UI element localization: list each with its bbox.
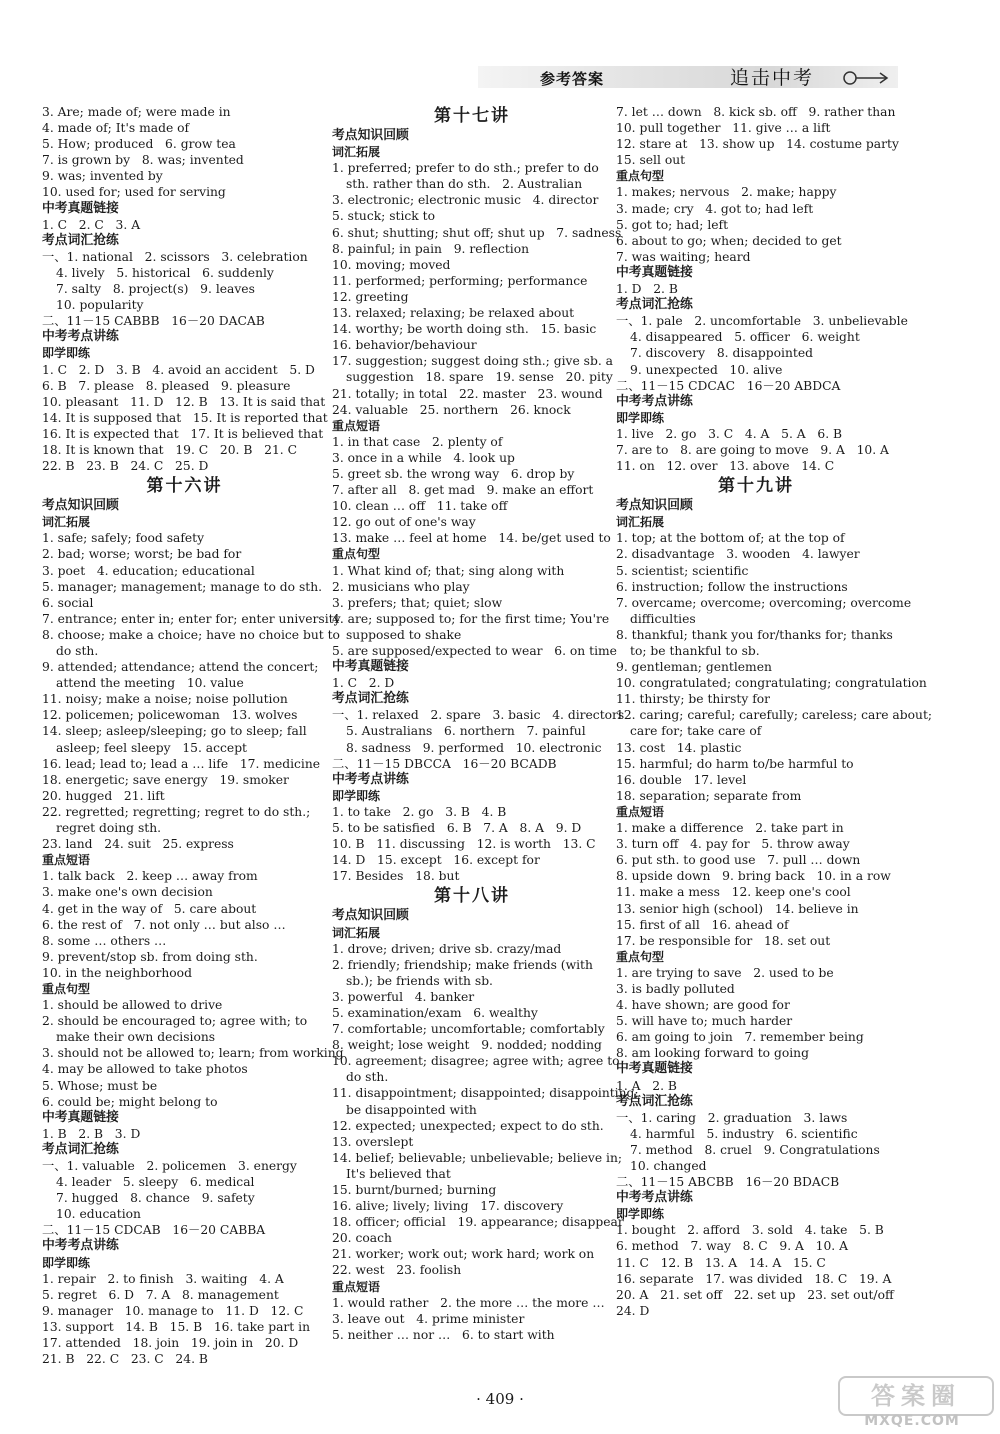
answer-line: 2. friendly; friendship; make friends (with [332, 957, 593, 972]
page-header [0, 58, 1000, 94]
answer-line: 13. overslept [332, 1134, 414, 1149]
answer-line: 2. bad; worse; worst; be bad for [42, 547, 242, 562]
answer-line: 5. regret 6. D 7. A 8. management [42, 1287, 279, 1302]
answer-line: 6. method 7. way 8. C 9. A 10. A [616, 1239, 848, 1254]
answer-line: 1. top; at the bottom of; at the top of [616, 531, 845, 546]
answer-line: 二、11－15 CDCAB 16－20 CABBA [42, 1223, 266, 1238]
answer-line: 二、11－15 CABBB 16－20 DACAB [42, 314, 265, 329]
answer-line: 4. have shown; are good for [616, 998, 790, 1013]
answer-line: 1. are trying to save 2. used to be [616, 965, 834, 980]
answer-line: 16. separate 17. was divided 18. C 19. A [616, 1271, 892, 1286]
answer-line: 一、1. national 2. scissors 3. celebration [42, 249, 308, 264]
answer-line: 22. regretted; regretting; regret to do sth.; [42, 804, 311, 819]
answer-line: 10. used for; used for serving [42, 185, 226, 200]
answer-line: 17. Besides 18. but [332, 869, 460, 884]
answer-line: 3. powerful 4. banker [332, 989, 475, 1004]
subsection-heading: 词汇拓展 [332, 145, 381, 160]
answer-line: 10. changed [630, 1159, 707, 1173]
answer-line: 6. shut; shutting; shut off; shut up 7. sadness [332, 225, 622, 240]
answer-line: 10. moving; moved [332, 257, 451, 272]
subsection-heading: 重点句型 [616, 169, 665, 184]
answer-line: care for; take care of [630, 724, 762, 739]
answer-line: 15. first of all 16. ahead of [616, 917, 789, 932]
answer-line: 10. pull together 11. give … a lift [616, 121, 831, 136]
subsection-heading: 词汇拓展 [616, 515, 665, 530]
answer-line: 5. scientist; scientific [616, 563, 749, 578]
answer-line: be disappointed with [346, 1102, 477, 1117]
answer-line: 7. overcame; overcome; overcoming; overcome [616, 595, 912, 610]
answer-line: 二、11－15 CDCAC 16－20 ABDCA [616, 378, 841, 393]
answer-line: sth. rather than do sth. 2. Australian [346, 177, 583, 192]
subsection-heading: 重点短语 [332, 1279, 381, 1294]
subsection-heading: 即学即练 [42, 1255, 91, 1270]
answer-line: 1. repair 2. to finish 3. waiting 4. A [42, 1271, 284, 1286]
section-heading: 考点词汇抢练 [332, 691, 409, 707]
answer-line: attend the meeting 10. value [56, 676, 244, 691]
header-brand: 追击中考 [730, 67, 815, 89]
answer-line: 8. upside down 9. bring back 10. in a row [616, 869, 891, 884]
answer-line: 一、1. valuable 2. policemen 3. energy [42, 1159, 297, 1173]
answer-line: 3. should not be allowed to; learn; from working [42, 1046, 344, 1061]
answer-line: 3. once in a while 4. look up [332, 450, 515, 465]
answer-line: 2. disadvantage 3. wooden 4. lawyer [616, 547, 860, 562]
subsection-heading: 重点句型 [332, 547, 381, 562]
answer-line: 11. on 12. over 13. above 14. C [616, 459, 835, 474]
answer-line: 6. the rest of 7. not only … but also … [42, 917, 286, 932]
answer-line: 2. should be encouraged to; agree with; to [42, 1014, 308, 1029]
answer-line: 1. talk back 2. keep … away from [42, 869, 258, 884]
answer-line: 12. go out of one's way [332, 515, 476, 530]
answer-line: 1. B 2. B 3. D [42, 1126, 141, 1141]
section-heading: 中考真题链接 [332, 659, 409, 675]
answer-line: 16. It is expected that 17. It is believed that [42, 426, 324, 441]
answer-line: 10. congratulated; congratulating; congratulation [616, 676, 927, 691]
answer-line: 2. musicians who play [332, 579, 470, 594]
answer-line: 21. worker; work out; work hard; work on [332, 1247, 595, 1262]
answer-line: 20. coach [332, 1231, 392, 1246]
subsection-heading: 词汇拓展 [332, 925, 381, 940]
answer-line: 11. C 12. B 13. A 14. A 15. C [616, 1255, 826, 1270]
answer-line: 1. preferred; prefer to do sth.; prefer to do [332, 161, 599, 176]
answer-line: 17. attended 18. join 19. join in 20. D [42, 1336, 299, 1351]
answer-column-3 [616, 104, 933, 1319]
answer-line: 10. education [56, 1207, 141, 1222]
answer-line: 5. got to; had; left [616, 217, 729, 232]
answer-line: 3. leave out 4. prime minister [332, 1311, 525, 1326]
answer-line: 3. made; cry 4. got to; had left [616, 201, 814, 216]
answer-line: 5. stuck; stick to [332, 209, 435, 224]
subsection-heading: 重点短语 [42, 853, 91, 868]
answer-line: 7. was waiting; heard [616, 249, 751, 264]
answer-line: 5. are supposed/expected to wear 6. on time [332, 644, 617, 658]
answer-line: 1. D 2. B [616, 282, 678, 297]
answer-line: 7. are to 8. are going to move 9. A 10. A [616, 442, 889, 457]
answer-line: 5. neither … nor … 6. to start with [332, 1327, 555, 1342]
answer-line: 1. bought 2. afford 3. sold 4. take 5. B [616, 1223, 884, 1238]
answer-line: 14. sleep; asleep/sleeping; go to sleep; fall [42, 724, 307, 739]
lecture-title: 第十八讲 [434, 886, 510, 907]
answer-line: 12. expected; unexpected; expect to do sth. [332, 1118, 604, 1133]
answer-line: 4. harmful 5. industry 6. scientific [630, 1126, 858, 1141]
answer-line: 11. disappointment; disappointed; disappointing; [332, 1086, 639, 1101]
answer-line: 5. How; produced 6. grow tea [42, 137, 236, 152]
answer-line: 15. burnt/burned; burning [332, 1183, 497, 1197]
header-reference-label: 参考答案 [540, 70, 605, 88]
answer-line: asleep; feel sleepy 15. accept [56, 740, 248, 755]
answer-line: 13. senior high (school) 14. believe in [616, 901, 859, 916]
answer-line: supposed to shake [346, 627, 462, 642]
subsection-heading: 即学即练 [42, 346, 91, 361]
answer-line: 13. cost 14. plastic [616, 740, 742, 755]
answer-line: 1. C 2. D 3. B 4. avoid an accident 5. D [42, 362, 315, 377]
answer-line: 9. unexpected 10. alive [630, 362, 783, 377]
answer-line: 1. A 2. B [616, 1078, 677, 1093]
answer-line: 5. to be satisfied 6. B 7. A 8. A 9. D [332, 821, 582, 836]
answer-line: 9. prevent/stop sb. from doing sth. [42, 949, 258, 964]
answer-line: 20. hugged 21. lift [42, 788, 165, 803]
answer-line: 7. after all 8. get mad 9. make an effort [332, 483, 594, 498]
subsection-heading: 重点句型 [616, 949, 665, 964]
answer-line: 5. Australians 6. northern 7. painful [346, 724, 586, 739]
subsection-heading: 词汇拓展 [42, 515, 91, 530]
section-heading: 考点词汇抢练 [42, 232, 119, 248]
answer-line: 4. disappeared 5. officer 6. weight [630, 330, 860, 345]
section-heading: 中考考点讲练 [616, 1190, 693, 1206]
answer-line: make their own decisions [56, 1030, 216, 1045]
section-heading: 中考考点讲练 [42, 329, 119, 345]
answer-line: 18. separation; separate from [616, 788, 802, 803]
answer-line: 18. It is known that 19. C 20. B 21. C [42, 442, 298, 457]
section-heading: 中考真题链接 [616, 264, 693, 280]
answer-line: 6. could be; might belong to [42, 1094, 218, 1109]
answer-line: 1. would rather 2. the more … the more … [332, 1295, 605, 1310]
answer-line: 5. will have to; much harder [616, 1014, 793, 1029]
answer-line: 15. harmful; do harm to/be harmful to [616, 756, 854, 771]
answer-line: 7. hugged 8. chance 9. safety [56, 1191, 255, 1206]
subsection-heading: 重点句型 [42, 981, 91, 996]
subsection-heading: 重点短语 [332, 418, 381, 433]
answer-line: 6. instruction; follow the instructions [616, 579, 848, 594]
answer-line: 7. discovery 8. disappointed [630, 346, 814, 361]
answer-line: difficulties [630, 611, 696, 626]
watermark-url: MXQE.COM [864, 1413, 960, 1429]
answer-line: 11. noisy; make a noise; noise pollution [42, 692, 288, 707]
section-heading: 中考真题链接 [616, 1061, 693, 1077]
answer-line: 二、11－15 ABCBB 16－20 BDACB [616, 1175, 840, 1190]
answer-line: 14. belief; believable; unbelievable; believe in; [332, 1150, 623, 1165]
answer-line: 1. drove; driven; drive sb. crazy/mad [332, 941, 562, 956]
answer-line: 4. may be allowed to take photos [42, 1062, 248, 1077]
section-heading: 考点知识回顾 [42, 498, 119, 514]
answer-line: 6. B 7. please 8. pleased 9. pleasure [42, 378, 291, 393]
section-heading: 考点知识回顾 [332, 908, 409, 924]
answer-line: 8. choose; make a choice; have no choice but to [42, 627, 340, 642]
section-heading: 中考考点讲练 [332, 771, 409, 787]
section-heading: 中考考点讲练 [42, 1238, 119, 1254]
answer-line: 21. totally; in total 22. master 23. wound [332, 386, 603, 401]
answer-line: 7. method 8. cruel 9. Congratulations [630, 1142, 880, 1157]
answer-line: 9. manager 10. manage to 11. D 12. C [42, 1303, 304, 1318]
page-number: · 409 · [476, 1390, 524, 1408]
answer-line: 1. makes; nervous 2. make; happy [616, 185, 837, 200]
answer-line: 8. am looking forward to going [616, 1046, 809, 1061]
answer-line: 1. safe; safely; food safety [42, 531, 205, 546]
answer-line: 11. thirsty; be thirsty for [616, 692, 771, 707]
arrow-icon [842, 70, 890, 86]
answer-line: 6. social [42, 595, 94, 610]
answer-line: 18. officer; official 19. appearance; disappear [332, 1215, 624, 1230]
answer-line: 5. Whose; must be [42, 1078, 158, 1093]
answer-line: 22. B 23. B 24. C 25. D [42, 459, 209, 474]
answer-line: 17. suggestion; suggest doing sth.; give sb. a [332, 354, 613, 369]
answer-line: 1. should be allowed to drive [42, 998, 223, 1013]
answer-line: 16. behavior/behaviour [332, 338, 477, 353]
answer-line: 13. make … feel at home 14. be/get used to [332, 531, 611, 546]
answer-line: 8. some … others … [42, 933, 167, 948]
answer-line: to; be thankful to sb. [630, 644, 760, 658]
lecture-title: 第十七讲 [434, 106, 510, 126]
answer-line: 一、1. relaxed 2. spare 3. basic 4. directors [332, 708, 625, 723]
answer-line: 13. support 14. B 15. B 16. take part in [42, 1319, 311, 1334]
section-heading: 考点知识回顾 [332, 128, 409, 143]
answer-line: 16. alive; lively; living 17. discovery [332, 1199, 564, 1214]
answer-line: 24. valuable 25. northern 26. knock [332, 402, 571, 417]
answer-line: suggestion 18. spare 19. sense 20. pity [346, 370, 613, 385]
answer-line: 8. painful; in pain 9. reflection [332, 241, 530, 256]
answer-line: 4. made of; It's made of [42, 121, 190, 136]
answer-line: sb.); be friends with sb. [346, 973, 493, 988]
watermark-logo: 答案圈 [838, 1376, 994, 1416]
answer-line: 16. lead; lead to; lead a … life 17. medicine [42, 756, 321, 771]
answer-line: 4. are; supposed to; for the first time; You're [332, 611, 610, 626]
answer-line: 8. weight; lose weight 9. nodded; nodding [332, 1038, 602, 1053]
answer-line: 10. in the neighborhood [42, 965, 192, 980]
answer-line: 3. is badly polluted [616, 981, 735, 996]
answer-line: 1. make a difference 2. take part in [616, 821, 844, 836]
answer-line: 8. thankful; thank you for/thanks for; thanks [616, 627, 893, 642]
answer-line: regret doing sth. [56, 821, 162, 836]
answer-line: 5. manager; management; manage to do sth. [42, 579, 323, 594]
lecture-title: 第十九讲 [718, 476, 794, 497]
answer-line: 1. What kind of; that; sing along with [332, 563, 565, 578]
answer-line: 17. be responsible for 18. set out [616, 933, 831, 948]
lecture-title: 第十六讲 [146, 476, 223, 497]
answer-line: 18. energetic; save energy 19. smoker [42, 772, 289, 787]
section-heading: 考点知识回顾 [616, 498, 693, 514]
answer-line: 3. Are; made of; were made in [42, 105, 231, 119]
section-heading: 中考真题链接 [42, 1109, 119, 1125]
section-heading: 考点词汇抢练 [616, 297, 693, 313]
answer-line: 10. B 11. discussing 12. is worth 13. C [332, 837, 596, 852]
answer-line: 4. lively 5. historical 6. suddenly [56, 265, 274, 280]
answer-line: 10. agreement; disagree; agree with; agree to [332, 1054, 620, 1069]
answer-line: 10. clean … off 11. take off [332, 499, 508, 514]
answer-line: 1. C 2. D [332, 676, 395, 691]
section-heading: 考点词汇抢练 [42, 1141, 119, 1157]
answer-line: 1. to take 2. go 3. B 4. B [332, 804, 507, 819]
answer-line: 3. electronic; electronic music 4. director [332, 193, 599, 208]
answer-line: 22. west 23. foolish [332, 1263, 462, 1278]
answer-line: 10. popularity [56, 298, 144, 313]
answer-line: 5. greet sb. the wrong way 6. drop by [332, 466, 575, 481]
section-heading: 中考真题链接 [42, 200, 119, 216]
answer-line: 13. relaxed; relaxing; be relaxed about [332, 306, 575, 321]
answer-line: 9. attended; attendance; attend the concert; [42, 660, 319, 675]
answer-line: 二、11－15 DBCCA 16－20 BCADB [332, 756, 557, 771]
answer-line: 14. worthy; be worth doing sth. 15. basic [332, 322, 597, 337]
answer-line: 8. sadness 9. performed 10. electronic [346, 740, 602, 755]
answer-line: 23. land 24. suit 25. express [42, 837, 234, 852]
subsection-heading: 重点短语 [616, 804, 665, 819]
answer-line: 16. double 17. level [616, 772, 747, 787]
answer-line: 5. examination/exam 6. wealthy [332, 1005, 538, 1020]
answer-line: 12. greeting [332, 289, 409, 304]
answer-line: 11. make a mess 12. keep one's cool [616, 885, 851, 900]
subsection-heading: 即学即练 [616, 410, 665, 425]
answer-line: 21. B 22. C 23. C 24. B [42, 1352, 208, 1367]
answer-line: 20. A 21. set off 22. set up 23. set out/off [616, 1287, 894, 1302]
answer-line: 6. put sth. to good use 7. pull … down [616, 853, 861, 868]
answer-line: 14. It is supposed that 15. It is reported that [42, 410, 328, 425]
answer-line: 3. prefers; that; quiet; slow [332, 595, 503, 610]
answer-line: 12. policemen; policewoman 13. wolves [42, 708, 298, 723]
answer-line: 7. let … down 8. kick sb. off 9. rather than [616, 105, 896, 119]
answer-line: 7. entrance; enter in; enter for; enter university [42, 611, 341, 626]
answer-line: 1. live 2. go 3. C 4. A 5. A 6. B [616, 426, 843, 441]
section-heading: 中考考点讲练 [616, 393, 693, 409]
answer-line: 15. sell out [616, 153, 686, 168]
answer-line: 一、1. pale 2. uncomfortable 3. unbelievable [616, 314, 908, 329]
answer-line: 3. poet 4. education; educational [42, 563, 255, 578]
answer-line: 10. pleasant 11. D 12. B 13. It is said that [42, 394, 326, 409]
answer-line: 11. performed; performing; performance [332, 273, 588, 288]
answer-line: 一、1. caring 2. graduation 3. laws [616, 1110, 848, 1125]
answer-line: 14. D 15. except 16. except for [332, 853, 540, 868]
answer-line: 1. in that case 2. plenty of [332, 434, 503, 449]
answer-line: 7. salty 8. project(s) 9. leaves [56, 282, 255, 297]
answer-line: 9. was; invented by [42, 169, 163, 184]
answer-line: 3. turn off 4. pay for 5. throw away [616, 837, 850, 852]
answer-line: 3. make one's own decision [42, 885, 213, 900]
answer-line: 12. caring; careful; carefully; careless; care about; [616, 708, 933, 723]
answer-line: 9. gentleman; gentlemen [616, 660, 772, 675]
section-heading: 考点词汇抢练 [616, 1093, 693, 1109]
subsection-heading: 即学即练 [616, 1207, 665, 1222]
answer-line: do sth. [346, 1070, 389, 1085]
answer-line: 24. D [616, 1303, 650, 1318]
answer-line: 7. is grown by 8. was; invented [42, 153, 244, 168]
answer-line: It's believed that [346, 1166, 451, 1181]
answer-line: 6. am going to join 7. remember being [616, 1030, 864, 1045]
answer-line: do sth. [56, 644, 99, 658]
answer-line: 7. comfortable; uncomfortable; comfortably [332, 1022, 605, 1037]
answer-column-1 [42, 104, 344, 1367]
answer-line: 4. leader 5. sleepy 6. medical [56, 1175, 255, 1190]
answer-line: 6. about to go; when; decided to get [616, 233, 842, 248]
answer-line: 12. stare at 13. show up 14. costume party [616, 137, 899, 152]
answer-line: 4. get in the way of 5. care about [42, 901, 257, 916]
subsection-heading: 即学即练 [332, 788, 381, 803]
answer-line: 1. C 2. C 3. A [42, 217, 141, 232]
